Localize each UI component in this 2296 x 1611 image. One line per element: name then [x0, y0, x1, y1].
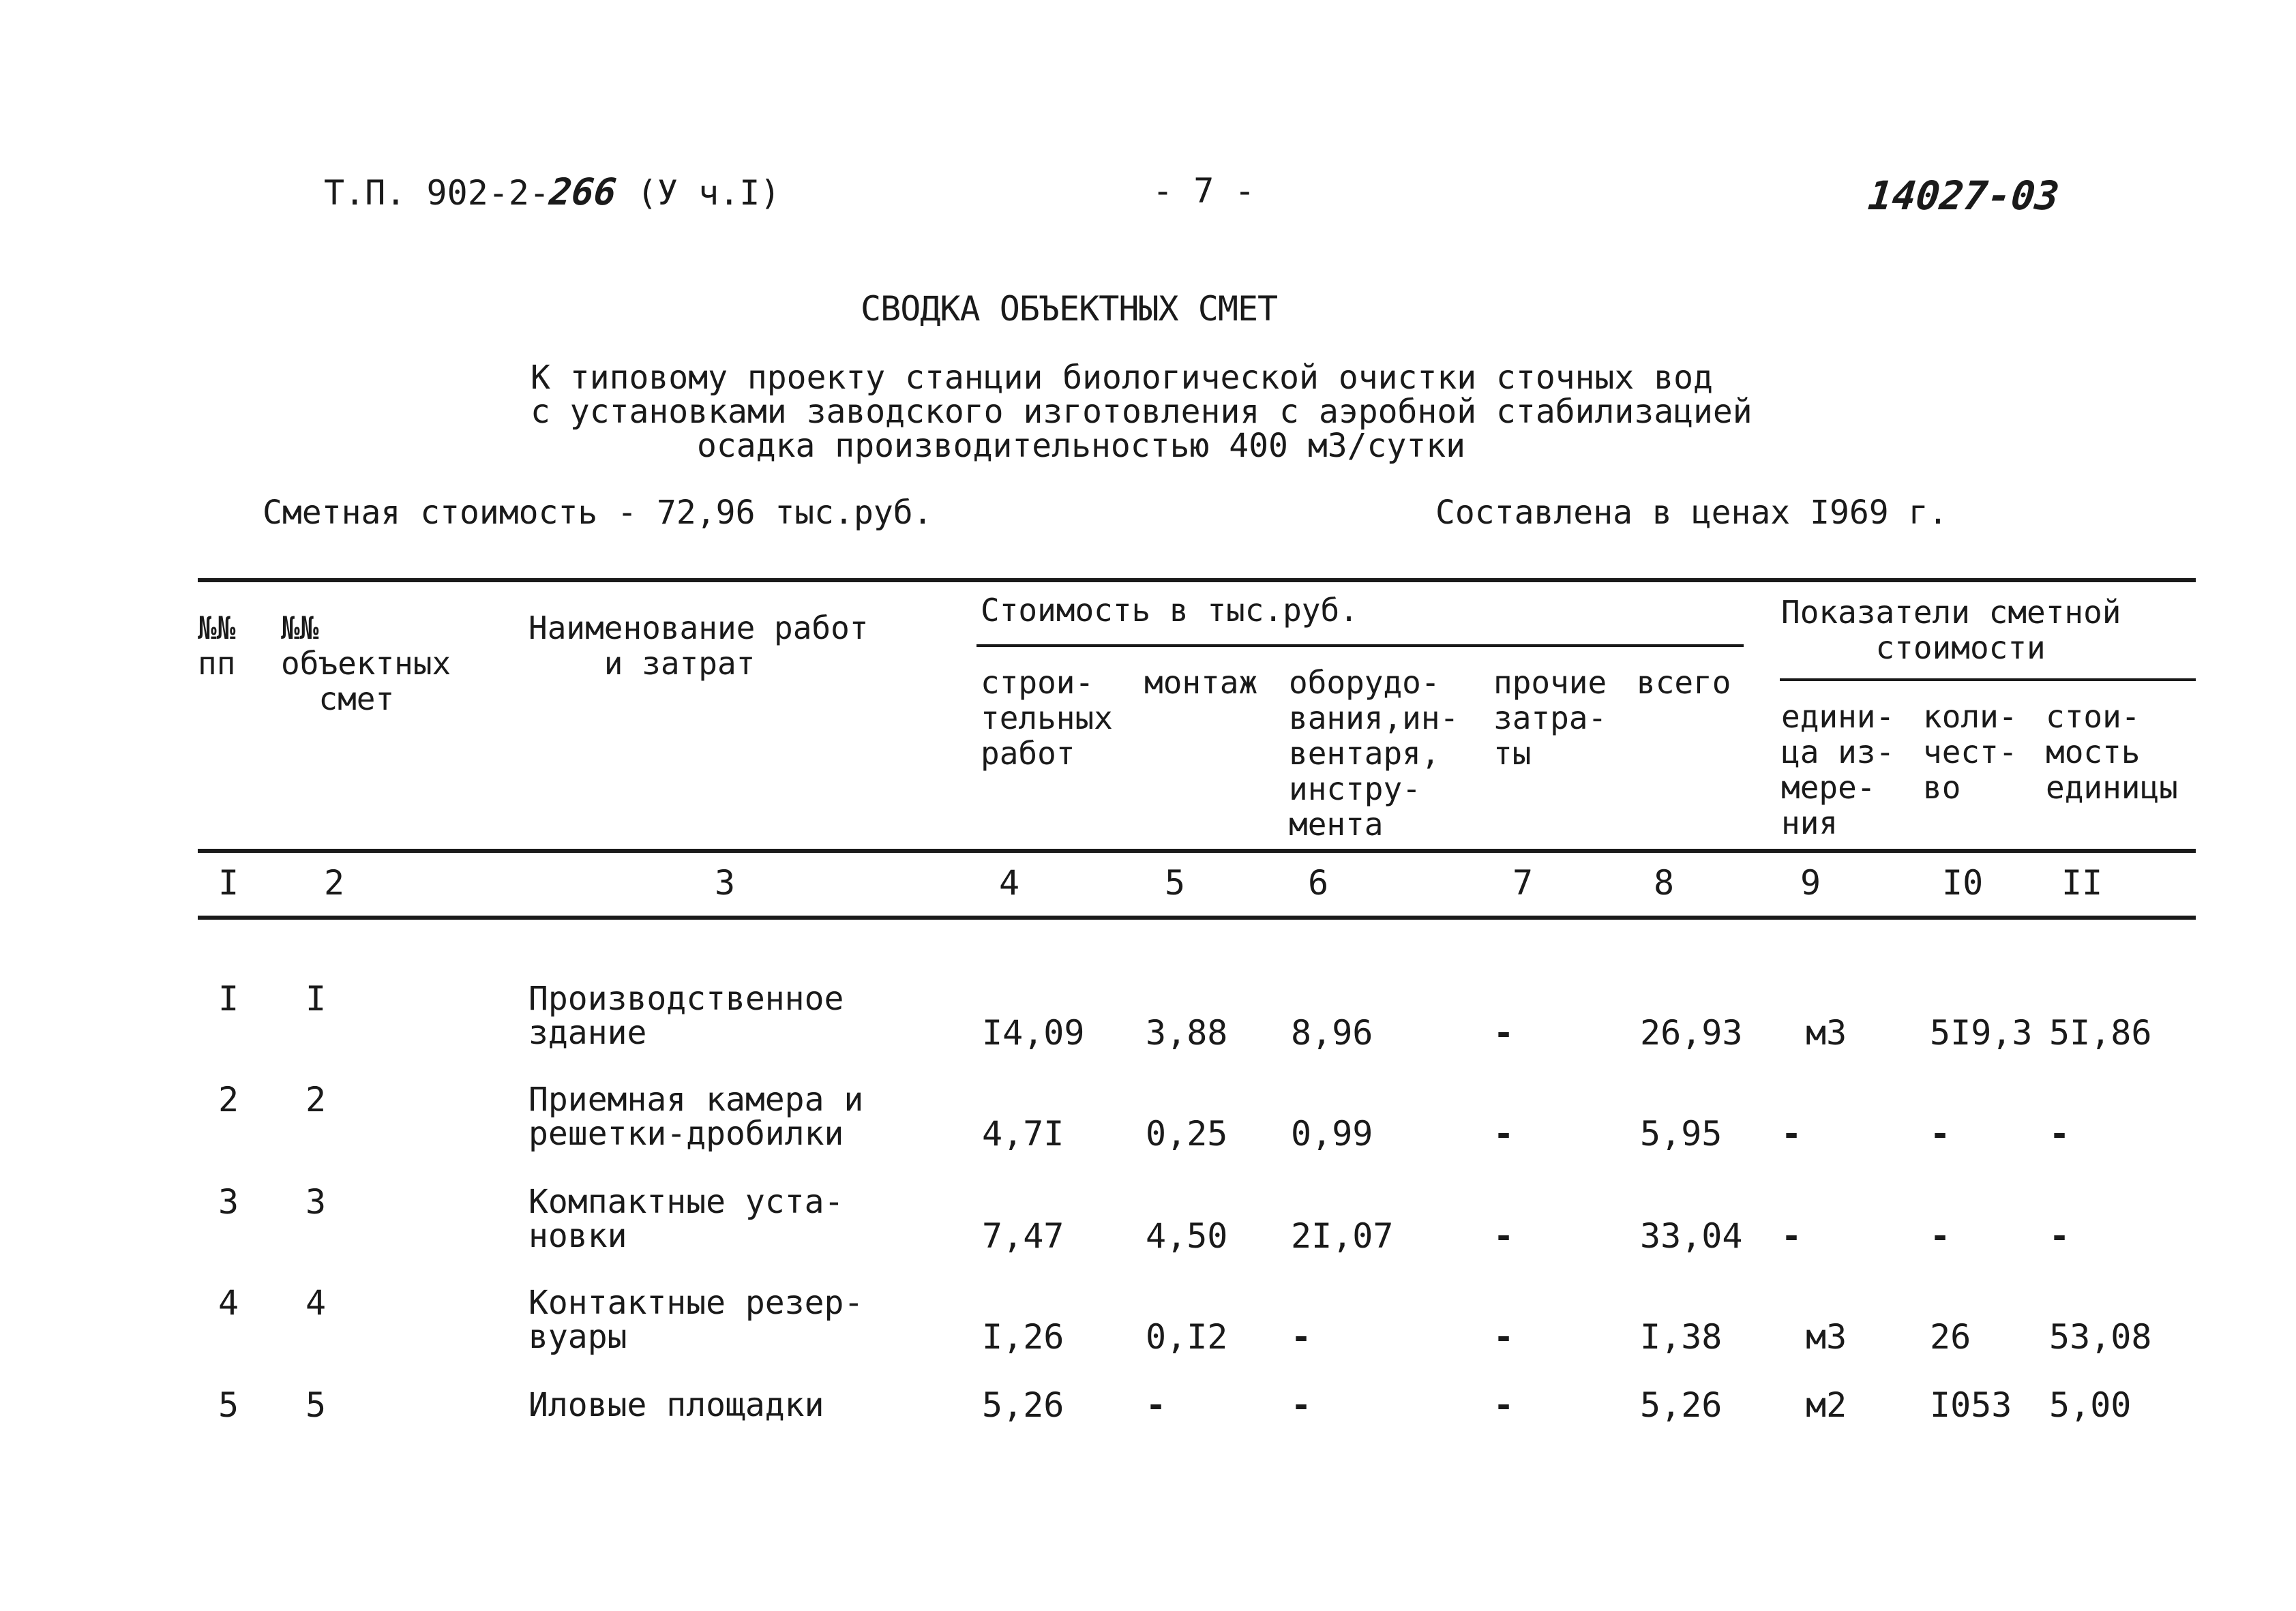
row-total: 26,93	[1640, 1013, 1743, 1053]
row-construction: 4,7I	[982, 1114, 1064, 1154]
header-construction: строи- тельных работ	[981, 664, 1113, 772]
column-number-6: 6	[1308, 863, 1329, 903]
page-number: - 7 -	[1152, 171, 1255, 211]
row-mounting: 0,I2	[1146, 1317, 1228, 1357]
column-number-7: 7	[1512, 863, 1534, 903]
header-num-pp: №№ пп	[198, 609, 236, 682]
document-code-prefix: Т.П. 902-2-	[324, 173, 550, 213]
row-name: Производственное здание	[528, 980, 844, 1052]
row-total: 33,04	[1640, 1216, 1743, 1256]
page-title: СВОДКА ОБЪЕКТНЫХ СМЕТ	[861, 289, 1278, 329]
row-other: -	[1493, 1385, 1515, 1425]
row-pp: 2	[218, 1080, 239, 1119]
row-equipment: 0,99	[1291, 1114, 1373, 1154]
row-equipment: 8,96	[1291, 1013, 1373, 1053]
header-indicators-group: Показатели сметной стоимости	[1781, 594, 2121, 666]
row-other: -	[1493, 1013, 1515, 1053]
row-estimate: I	[305, 979, 327, 1019]
row-pp: 4	[218, 1283, 239, 1323]
document-code	[324, 170, 781, 213]
row-mounting: -	[1146, 1385, 1167, 1425]
header-num-estimates: №№ объектных смет	[281, 609, 451, 717]
row-unit: -	[1781, 1114, 1802, 1154]
header-mounting: монтаж	[1144, 664, 1258, 701]
row-quantity: 5I9,3	[1930, 1013, 2033, 1053]
row-quantity: I053	[1930, 1385, 2012, 1425]
document-code-suffix: (У ч.I)	[616, 173, 781, 213]
column-number-9: 9	[1800, 863, 1821, 903]
row-equipment: 2I,07	[1291, 1216, 1394, 1256]
header-cost-group: Стоимость в тыс.руб.	[981, 592, 1358, 629]
column-numbers-rule	[198, 916, 2196, 920]
header-unit: едини- ца из- мере- ния	[1781, 698, 1895, 841]
row-construction: I4,09	[982, 1013, 1085, 1053]
row-pp: 5	[218, 1385, 239, 1425]
estimate-cost: Сметная стоимость - 72,96 тыс.руб.	[263, 494, 933, 532]
row-other: -	[1493, 1114, 1515, 1154]
row-quantity: -	[1930, 1216, 1951, 1256]
column-number-1: I	[218, 863, 239, 903]
column-number-2: 2	[324, 863, 345, 903]
row-unit-cost: 5,00	[2049, 1385, 2132, 1425]
column-number-3: 3	[715, 863, 736, 903]
row-pp: 3	[218, 1182, 239, 1222]
document-code-handwritten: 266	[547, 170, 619, 213]
header-quantity: коли- чест- во	[1923, 698, 2018, 806]
column-number-5: 5	[1165, 863, 1186, 903]
row-construction: I,26	[982, 1317, 1064, 1357]
archive-number: 14027-03	[1866, 172, 2061, 219]
table-top-rule	[198, 578, 2196, 582]
column-number-8: 8	[1654, 863, 1675, 903]
row-unit-cost: 5I,86	[2049, 1013, 2152, 1053]
header-other: прочие затра- ты	[1493, 664, 1607, 772]
row-name: Компактные уста- новки	[528, 1183, 844, 1255]
cost-group-rule	[976, 644, 1744, 647]
column-number-11: II	[2061, 863, 2103, 903]
indicators-group-rule	[1780, 678, 2196, 681]
row-estimate: 3	[305, 1182, 327, 1222]
header-total: всего	[1637, 664, 1731, 701]
row-unit-cost: -	[2049, 1216, 2070, 1256]
column-number-4: 4	[999, 863, 1020, 903]
row-equipment: -	[1291, 1385, 1312, 1425]
row-name: Иловые площадки	[528, 1386, 824, 1424]
row-construction: 7,47	[982, 1216, 1064, 1256]
row-mounting: 4,50	[1146, 1216, 1228, 1256]
row-quantity: -	[1930, 1114, 1951, 1154]
row-equipment: -	[1291, 1317, 1312, 1357]
prices-note: Составлена в ценах I969 г.	[1435, 494, 1948, 532]
row-unit: м3	[1806, 1317, 1847, 1357]
row-unit: -	[1781, 1216, 1802, 1256]
row-estimate: 5	[305, 1385, 327, 1425]
row-other: -	[1493, 1216, 1515, 1256]
subtitle-line-1: К типовому проекту станции биологической очистки сточных вод	[531, 359, 1713, 397]
row-total: 5,26	[1640, 1385, 1723, 1425]
header-equipment: оборудо- вания,ин- вентаря, инстру- мента	[1289, 664, 1459, 843]
subtitle-line-3: осадка производительностью 400 м3/сутки	[697, 427, 1466, 465]
row-quantity: 26	[1930, 1317, 1971, 1357]
row-construction: 5,26	[982, 1385, 1064, 1425]
subtitle-line-2: с установками заводского изготовления с аэробной стабилизацией	[531, 393, 1753, 431]
row-unit-cost: 53,08	[2049, 1317, 2152, 1357]
row-estimate: 4	[305, 1283, 327, 1323]
row-unit: м2	[1806, 1385, 1847, 1425]
row-name: Контактные резер- вуары	[528, 1284, 864, 1356]
column-number-10: I0	[1942, 863, 1984, 903]
header-unit-cost: стои- мость единицы	[2046, 698, 2178, 806]
header-bottom-rule	[198, 849, 2196, 853]
row-unit: м3	[1806, 1013, 1847, 1053]
row-name: Приемная камера и решетки-дробилки	[528, 1081, 864, 1153]
row-mounting: 0,25	[1146, 1114, 1228, 1154]
header-name: Наименование работ и затрат	[528, 609, 869, 682]
row-unit-cost: -	[2049, 1114, 2070, 1154]
row-other: -	[1493, 1317, 1515, 1357]
row-total: 5,95	[1640, 1114, 1723, 1154]
row-pp: I	[218, 979, 239, 1019]
row-estimate: 2	[305, 1080, 327, 1119]
row-mounting: 3,88	[1146, 1013, 1228, 1053]
row-total: I,38	[1640, 1317, 1723, 1357]
